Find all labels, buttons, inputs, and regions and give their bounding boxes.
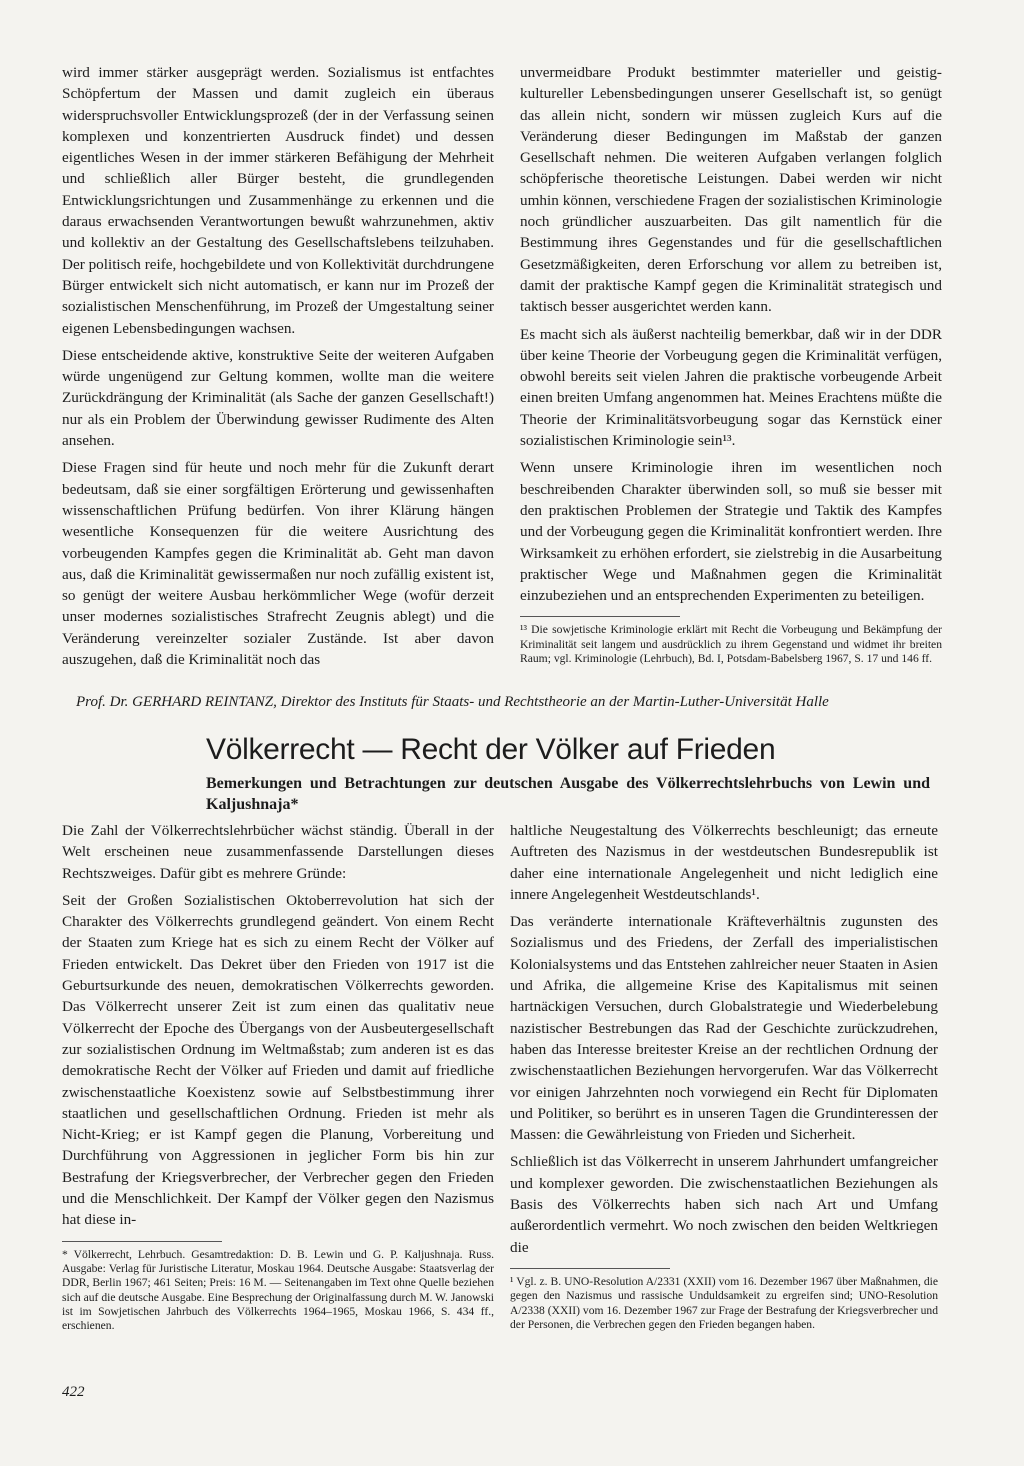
article-title: Völkerrecht — Recht der Völker auf Frieden	[206, 733, 776, 766]
footnote: * Völkerrecht, Lehrbuch. Gesamtredaktion: D. B. Lewin und G. P. Kaljushnaja. Russ. Ausgabe: Verlag für Juristische Literatur, Moskau 1964. Deutsche Ausgabe: Staatsverlag der DDR, Berlin 1967; 461 Seiten; Preis: 16 M. — Seitenangaben im Text ohne Quelle beziehen sich auf die deutsche Ausgabe. Eine Besprechung der Originalfassung durch M. W. Janowski ist im Sowjetischen Jahrbuch des Völkerrechts 1964–1965, Moskau 1966, S. 434 ff., erschienen.	[62, 1247, 494, 1333]
top-right-column	[520, 62, 942, 667]
paragraph: unvermeidbare Produkt bestimmter materieller und geistig-kultureller Lebensbedingungen unserer Gesellschaft ist, so genügt das allein nicht, sondern wir müssen zugleich Kurs auf die Veränderung dieser Bedingungen im Maßstab der ganzen Gesellschaft nehmen. Die weiteren Aufgaben verlangen folglich schöpferische theoretische Leistungen. Dabei werden wir nicht umhin können, verschiedene Fragen der sozialistischen Kriminologie noch gründlicher auszuarbeiten. Das gilt namentlich für die Bestimmung ihres Gegenstandes und für die gesellschaftlichen Gesetzmäßigkeiten, deren Erforschung vor allem zu betreiben ist, damit der praktische Kampf gegen die Kriminalität strategisch und taktisch besser ausgerichtet werden kann.	[520, 64, 942, 316]
footnote: ¹³ Die sowjetische Kriminologie erklärt mit Recht die Vorbeugung und Bekämpfung der Kriminalität seit langem und ausdrücklich zu ihrem Gegenstand und widmet ihr breiten Raum; vgl. Kriminologie (Lehrbuch), Bd. I, Potsdam-Babelsberg 1967, S. 17 und 146 ff.	[520, 623, 942, 666]
footnote-divider	[520, 616, 680, 617]
article-subtitle: Bemerkungen und Betrachtungen zur deutschen Ausgabe des Völkerrechtslehrbuchs von Lewin und Kaljushnaja*	[206, 775, 930, 813]
paragraph: Wenn unsere Kriminologie ihren im wesentlichen noch beschreibenden Charakter überwinden soll, so muß sie besser mit den praktischen Problemen der Strategie und Taktik des Kampfes und der Vorbeugung gegen die Kriminalität konfrontiert werden. Ihre Wirksamkeit zu erhöhen erfordert, sie zielstrebig in die Ausarbeitung praktischer Wege und Maßnahmen gegen die Kriminalität einzubeziehen und an entsprechenden Experimenten zu beteiligen.	[520, 459, 942, 605]
paragraph: Diese entscheidende aktive, konstruktive Seite der weiteren Aufgaben würde ungenügend zur Geltung kommen, wollte man die weitere Zurückdrängung der Kriminalität (als Sache der ganzen Gesellschaft!) nur als ein Problem der Überwindung gewisser Rudimente des Alten ansehen.	[62, 346, 494, 450]
footnote-divider	[510, 1268, 670, 1269]
paragraph: Das veränderte internationale Kräfteverhältnis zugunsten des Sozialismus und des Friedens, der Zerfall des imperialistischen Kolonialsystems und das Entstehen zahlreicher neuer Staaten in Asien und Afrika, die allgemeine Krise des Kapitalismus mit seinen hartnäckigen Versuchen, durch Globalstrategie und Wiederbelebung nazistischer Bestrebungen das Rad der Geschichte zurückzudrehen, haben das Interesse breitester Kreise an der rechtlichen Ordnung der zwischenstaatlichen Beziehungen hervorgerufen. War das Völkerrecht vor einigen Jahrzehnten noch vorwiegend ein Recht für Diplomaten und Politiker, so berührt es in unseren Tagen die Grundinteressen der Massen: die Gewährleistung von Frieden und Sicherheit.	[510, 913, 938, 1144]
paragraph: Es macht sich als äußerst nachteilig bemerkbar, daß wir in der DDR über keine Theorie der Vorbeugung gegen die Kriminalität verfügen, obwohl bereits seit vielen Jahren die praktische vorbeugende Arbeit einen breiten Umfang angenommen hat. Meines Erachtens müßte die Theorie der Kriminalitätsvorbeugung sogar das Kernstück einer sozialistischen Kriminologie sein¹³.	[520, 325, 942, 450]
paragraph: haltliche Neugestaltung des Völkerrechts beschleunigt; das erneute Auftreten des Nazismus in der westdeutschen Bundesrepublik ist daher eine internationale Angelegenheit und nicht lediglich eine innere Angelegenheit Westdeutschlands¹.	[510, 822, 938, 903]
author-line: Prof. Dr. GERHARD REINTANZ, Direktor des Instituts für Staats- und Rechtstheorie an der Martin-Luther-Universität Halle	[76, 694, 829, 710]
footnote: ¹ Vgl. z. B. UNO-Resolution A/2331 (XXII) vom 16. Dezember 1967 über Maßnahmen, die gegen den Nazismus und rassische Unduldsamkeit zu ergreifen sind; UNO-Resolution A/2338 (XXII) vom 16. Dezember 1967 zur Frage der Bestrafung der Kriegsverbrecher und der Personen, die Verbrechen gegen den Frieden begangen haben.	[510, 1274, 938, 1331]
page-number: 422	[62, 1384, 85, 1400]
footnote-divider	[62, 1241, 222, 1242]
paragraph: Schließlich ist das Völkerrecht in unserem Jahrhundert umfangreicher und komplexer geworden. Die zwischenstaatlichen Beziehungen als Basis des Völkerrechts haben sich nach Art und Umfang außerordentlich vermehrt. Wo noch zwischen den beiden Weltkriegen die	[510, 1153, 938, 1256]
bottom-right-column	[510, 820, 938, 1333]
paragraph: wird immer stärker ausgeprägt werden. Sozialismus ist entfachtes Schöpfertum der Massen und damit zugleich ein überaus widerspruchsvoller Entwicklungsprozeß (der in der Verfassung seinen komplexen und konzentrierten Ausdruck findet) und dessen eigentliches Wesen in der immer stärkeren Befähigung der Mehrheit und schließlich aller Bürger besteht, die grundlegenden Entwicklungsrichtungen und Zusammenhänge zu erkennen und die daraus erwachsenden Verantwortungen bewußt wahrzunehmen, aktiv und kollektiv an der Gestaltung des Gesellschaftslebens teilzuhaben. Der politisch reife, hochgebildete und von Kollektivität durchdrungene Bürger entwickelt sich nicht automatisch, er kann nur im Prozeß der sozialistischen Menschenführung, im Prozeß der Umgestaltung seiner eigenen Lebensbedingungen wachsen.	[62, 64, 494, 337]
top-left-column	[62, 62, 494, 670]
paragraph: Seit der Großen Sozialistischen Oktoberrevolution hat sich der Charakter des Völkerrechts grundlegend geändert. Von einem Recht der Staaten zum Kriege hat es sich zu einem Recht der Völker auf Frieden entwickelt. Das Dekret über den Frieden von 1917 ist die Geburtsurkunde des neuen, demokratischen Völkerrechts geworden. Das Völkerrecht unserer Zeit ist zum einen das qualitativ neue Völkerrecht der Epoche des Übergangs von der Ausbeutergesellschaft zur sozialistischen Ordnung im Weltmaßstab; zum anderen ist es das demokratische Recht der Völker auf Frieden und damit auf friedliche zwischenstaatliche Koexistenz sowie auf Selbstbestimmung ihrer staatlichen und gesellschaftlichen Ordnung. Frieden ist mehr als Nicht-Krieg; er ist Kampf gegen die Planung, Vorbereitung und Durchführung von Aggressionen in jeglicher Form bis hin zur Bestrafung der Kriegsverbrecher, der Verbrecher gegen den Frieden und die Menschlichkeit. Der Kampf der Völker gegen den Nazismus hat diese in-	[62, 891, 494, 1229]
bottom-left-column	[62, 820, 494, 1334]
paragraph: Die Zahl der Völkerrechtslehrbücher wächst ständig. Überall in der Welt erscheinen neue zusammenfassende Darstellungen dieses Rechtszweiges. Dafür gibt es mehrere Gründe:	[62, 822, 494, 882]
paragraph: Diese Fragen sind für heute und noch mehr für die Zukunft derart bedeutsam, daß sie einer sorgfältigen Erörterung und gewissenhaften wissenschaftlichen Prüfung bedürfen. Von ihrer Klärung hängen wesentliche Konsequenzen für die weitere Ausrichtung des vorbeugenden Kampfes gegen die Kriminalität ab. Geht man davon aus, daß die Kriminalität gewissermaßen nur noch zufällig existent ist, so genügt der weitere Ausbau herkömmlicher Wege (wofür derzeit unser modernes sozialistisches Strafrecht Zeugnis ablegt) und die Veränderung vereinzelter sozialer Zustände. Ist aber davon auszugehen, daß die Kriminalität noch das	[62, 459, 494, 669]
